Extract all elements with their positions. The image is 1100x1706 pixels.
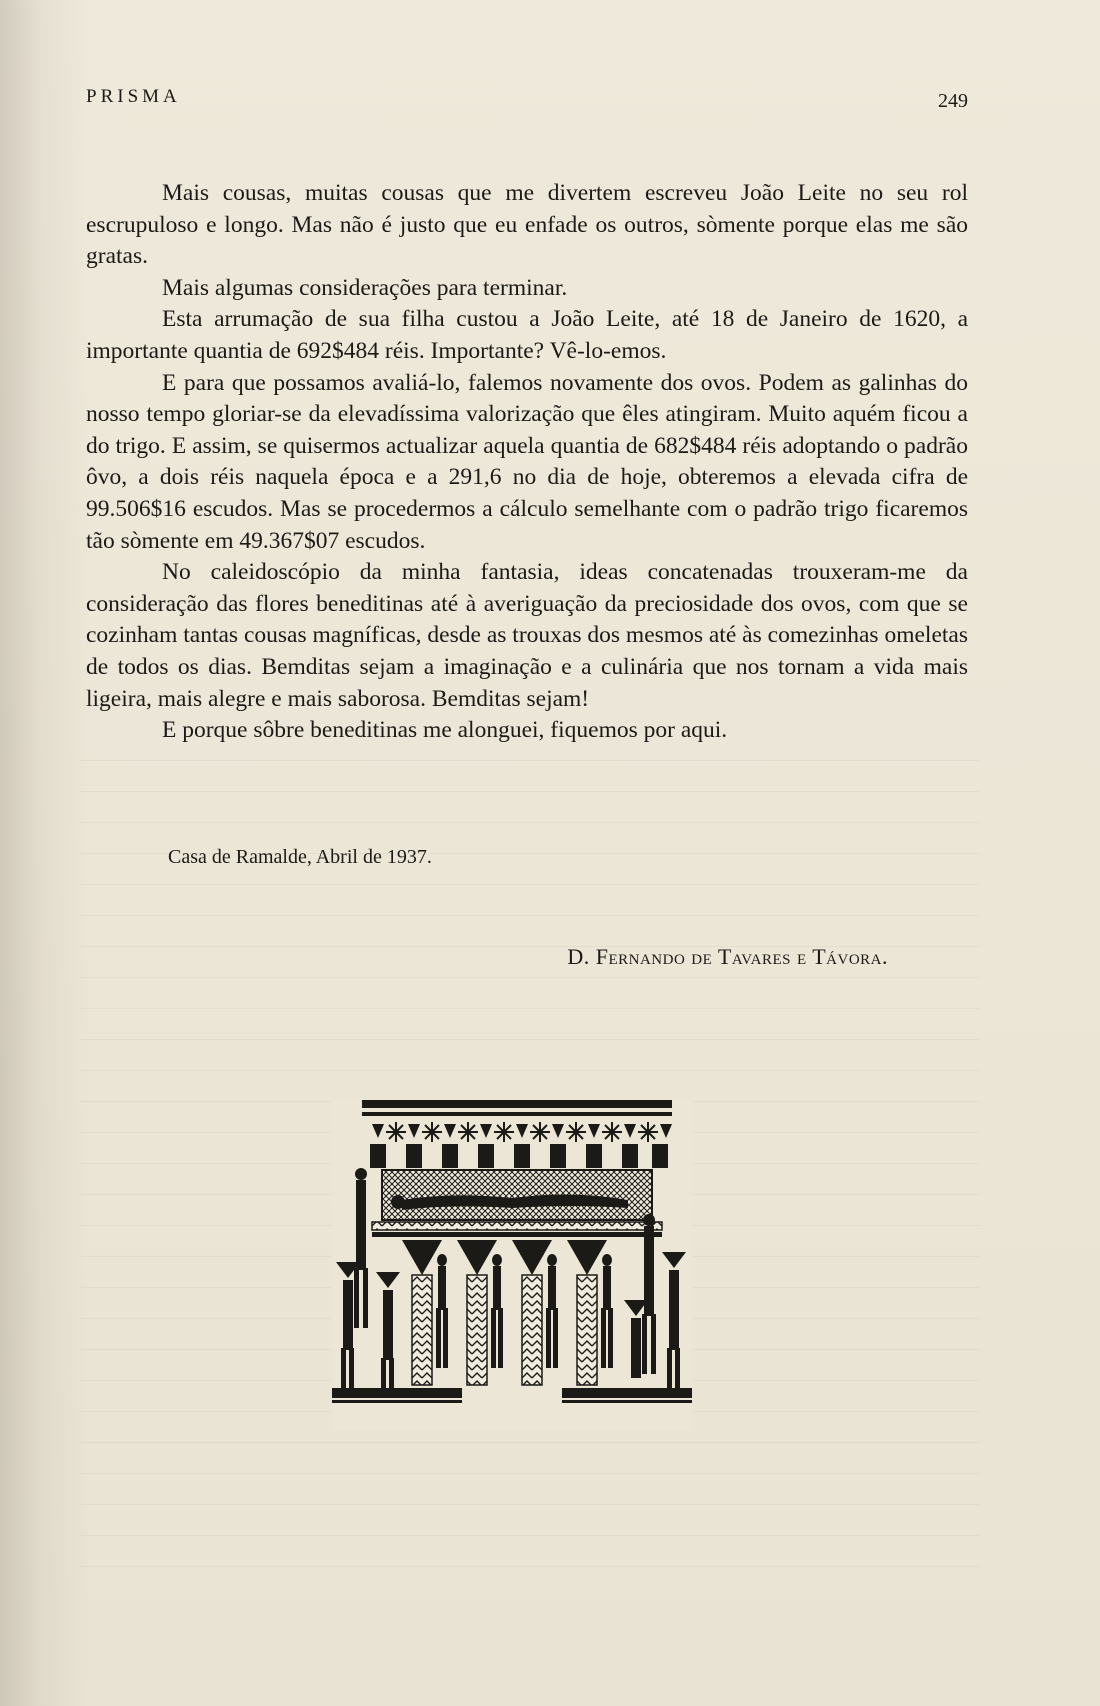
paragraph-2: Mais algumas considerações para terminar. [162,274,568,301]
paragraph-6: E porque sôbre beneditinas me alonguei, fiquemos por aqui. [162,717,728,744]
paragraph-3: Esta arrumação de sua filha custou a João Leite, até 18 de Janeiro de 1620, a importante quantia de 692$484 réis. Importante? Vê-lo-emos. [86,306,968,364]
article-body [86,178,968,747]
funerary-scene-icon [332,1100,692,1430]
page-number: 249 [938,90,968,112]
paragraph-4: E para que possamos avaliá-lo, falemos novamente dos ovos. Podem as galinhas do nosso tempo gloriar-se da elevadíssima valorização que êles atingiram. Muito aquém ficou a do trigo. E assim, se quisermos actualizar aquela quantia de 682$484 réis adoptando o padrão ôvo, a dois réis naquela época e a 291,6 no dia de hoje, obteremos a elevada cifra de 99.506$16 escudos. Mas se procedermos a cálculo semelhante com o padrão trigo ficaremos tão sòmente em 49.367$07 escudos. [86,369,968,554]
paragraph-1: Mais cousas, muitas cousas que me divertem escreveu João Leite no seu rol escrupuloso e longo. Mas não é justo que eu enfade os outros, sòmente porque elas me são gratas. [86,180,968,270]
funerary-scene-illustration [332,1100,692,1430]
paragraph-5: No caleidoscópio da minha fantasia, ideas concatenadas trouxeram-me da consideração das flores beneditinas até à averiguação da preciosidade dos ovos, com que se cozinham tantas cousas magníficas, desde as trouxas dos mesmos até às comezinhas omeletas de todos os dias. Bemditas sejam a imaginação e a culinária que nos tornam a vida mais ligeira, mais alegre e mais saborosa. Bemditas sejam! [86,559,968,712]
place-date: Casa de Ramalde, Abril de 1937. [168,846,432,868]
running-head: PRISMA [86,86,181,107]
author-signature: D. Fernando de Tavares e Távora. [567,944,888,969]
